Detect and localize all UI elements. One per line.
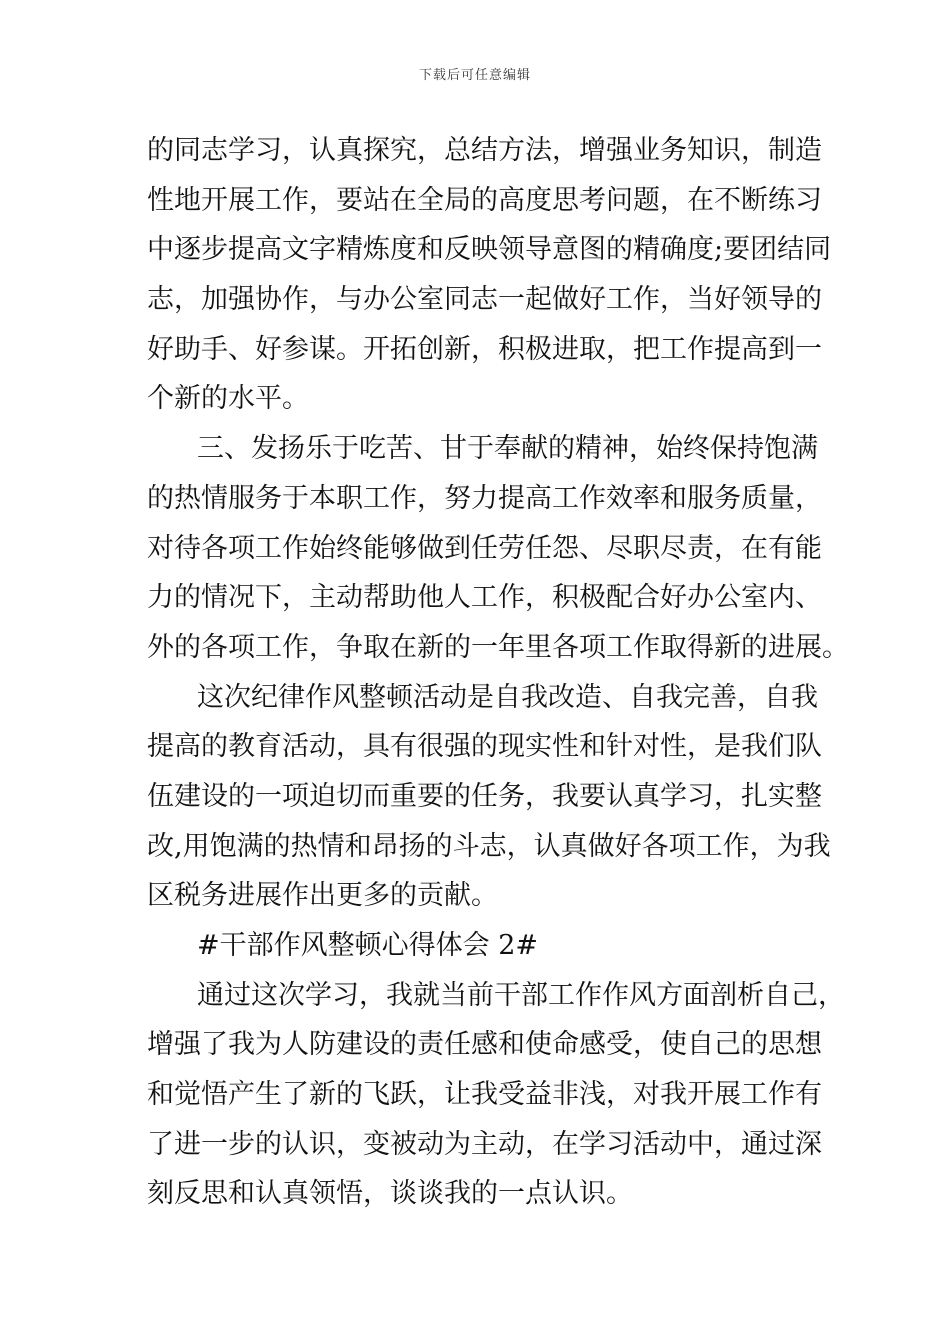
paragraph-start-line: 这次纪律作风整顿活动是自我改造、自我完善，自我	[197, 681, 818, 713]
text-line: 的热情服务于本职工作，努力提高工作效率和服务质量，	[147, 482, 822, 514]
text-line: 的同志学习，认真探究，总结方法，增强业务知识，制造	[147, 135, 822, 166]
text-line: 个新的水平。	[147, 383, 309, 415]
text-line: 好助手、好参谋。开拓创新，积极进取，把工作提高到一	[147, 333, 822, 365]
text-line: 对待各项工作始终能够做到任劳任怨、尽职尽责，在有能	[147, 532, 822, 564]
text-line: 志，加强协作，与办公室同志一起做好工作，当好领导的	[147, 284, 822, 316]
text-line: 区税务进展作出更多的贡献。	[147, 880, 498, 912]
text-line: 中逐步提高文字精炼度和反映领导意图的精确度;要团结同	[147, 234, 832, 266]
text-line: 外的各项工作，争取在新的一年里各项工作取得新的进展。	[147, 631, 849, 663]
text-line: 力的情况下，主动帮助他人工作，积极配合好办公室内、	[147, 582, 822, 614]
text-line: 了进一步的认识，变被动为主动，在学习活动中，通过深	[147, 1128, 822, 1160]
page-header-note: 下载后可任意编辑	[418, 68, 531, 83]
text-line: 刻反思和认真领悟，谈谈我的一点认识。	[147, 1178, 633, 1210]
text-line: 改,用饱满的热情和昂扬的斗志，认真做好各项工作，为我	[147, 830, 831, 862]
text-line: 和觉悟产生了新的飞跃，让我受益非浅，对我开展工作有	[147, 1079, 822, 1111]
document-body	[147, 126, 849, 1219]
paragraph-start-line: 通过这次学习，我就当前干部工作作风方面剖析自己，	[197, 979, 845, 1011]
text-line: 性地开展工作，要站在全局的高度思考问题，在不断练习	[147, 184, 822, 216]
paragraph-start-line: 三、发扬乐于吃苦、甘于奉献的精神，始终保持饱满	[197, 433, 818, 465]
text-line: 提高的教育活动，具有很强的现实性和针对性，是我们队	[147, 731, 822, 763]
text-line: 伍建设的一项迫切而重要的任务，我要认真学习，扎实整	[147, 780, 822, 812]
section-heading: #干部作风整顿心得体会 2#	[197, 930, 539, 961]
text-line: 增强了我为人防建设的责任感和使命感受，使自己的思想	[147, 1029, 822, 1061]
